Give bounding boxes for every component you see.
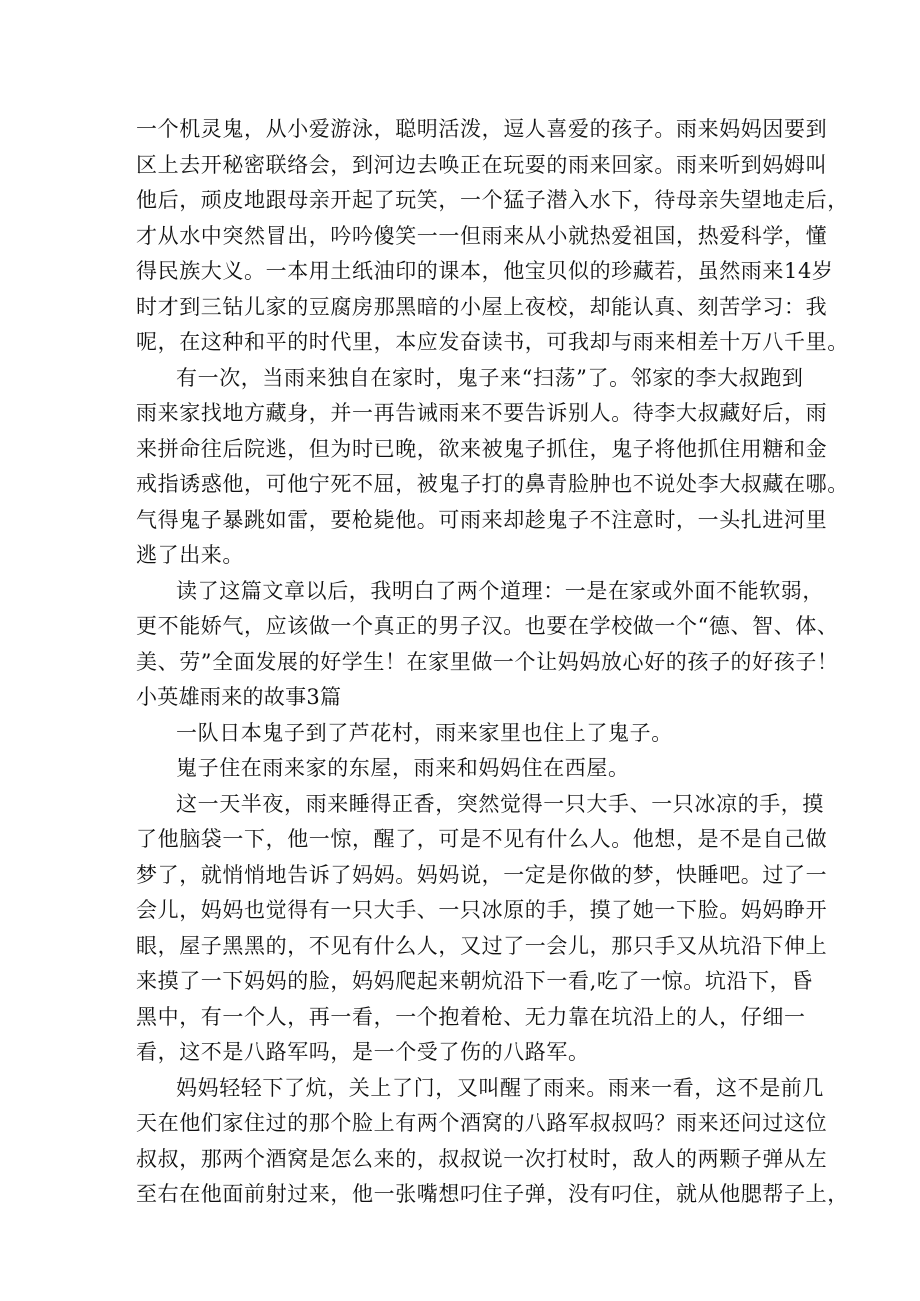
paragraph-start-line: 嵬子住在雨来家的东屋，雨来和妈妈住在西屋。 [176, 756, 630, 780]
text-line: 梦了，就悄悄地告诉了妈妈。妈妈说，一定是你做的梦，快睡吧。过了一 [136, 862, 828, 887]
text-line: 叔叔，那两个酒窝是怎么来的，叔叔说一次打杖时，敌人的两颗子弹从左 [136, 1146, 828, 1171]
text-line: 得民族大义。一本用土纸油印的课本，他宝贝似的珍藏若，虽然雨来14岁 [136, 259, 834, 283]
section-heading: 小英雄雨来的故事3篇 [136, 685, 342, 709]
text-line: 看，这不是八路军吗，是一个受了伤的八路军。 [136, 1040, 590, 1064]
text-line: 区上去开秘密联络会，到河边去唤正在玩耍的雨来回家。雨来听到妈姆叫 [136, 152, 828, 177]
paragraph-start-line: 读了这篇文章以后，我明白了两个道理：一是在家或外面不能软弱， [176, 578, 824, 603]
text-line: 来拼命往后院逃，但为时已晚，欲来被鬼子抓住，鬼子将他抓住用糖和金 [136, 436, 828, 461]
text-line: 时才到三钻儿家的豆腐房那黑暗的小屋上夜校，却能认真、刻苦学习：我 [136, 294, 828, 319]
text-line: 会儿，妈妈也觉得有一只大手、一只冰原的手，摸了她一下脸。妈妈睁开 [136, 898, 828, 922]
text-line: 至右在他面前射过来，他一张嘴想叼住子弹，没有叼住，就从他腮帮子上， [136, 1182, 849, 1206]
text-line: 戒指诱惑他，可他宁死不屈，被鬼子打的鼻青脸肿也不说处李大叔藏在哪。 [136, 472, 849, 496]
paragraph-start-line: 一队日本鬼子到了芦花村，雨来家里也住上了鬼子。 [176, 720, 673, 745]
text-line: 美、劳”全面发展的好学生！在家里做一个让妈妈放心好的孩子的好孩子！ [136, 649, 839, 674]
text-line: 黑中，有一个人，再一看，一个抱着枪、无力靠在坑沿上的人，仔细一 [136, 1004, 806, 1029]
text-line: 雨来家找地方藏身，并一再告诫雨来不要告诉别人。待李大叔藏好后，雨 [136, 401, 828, 425]
paragraph-start-line: 有一次，当雨来独自在家时，鬼子来“扫荡”了。邻家的李大叔跑到 [176, 365, 804, 390]
document-body [136, 112, 849, 1213]
text-line: 天在他们家住过的那个脸上有两个酒窝的八路军叔叔吗？雨来还问过这位 [136, 1111, 828, 1135]
text-line: 气得鬼子暴跳如雷，要枪毙他。可雨来却趁鬼子不注意时，一头扎进河里 [136, 507, 828, 532]
text-line: 逃了出来。 [136, 543, 244, 567]
text-line: 了他脑袋一下，他一惊，醒了，可是不见有什么人。他想，是不是自己做 [136, 827, 828, 851]
text-line: 一个机灵鬼，从小爱游泳，聪明活泼，逗人喜爱的孩子。雨来妈妈因要到 [136, 117, 828, 141]
text-line: 才从水中突然冒出，吟吟傻笑一一但雨来从小就热爱祖国，热爱科学，懂 [136, 223, 828, 248]
text-line: 眼，屋子黑黑的，不见有什么人，又过了一会儿，那只手又从坑沿下伸上 [136, 933, 828, 958]
text-line: 他后，顽皮地跟母亲开起了玩笑，一个猛子潜入水下，待母亲失望地走后， [136, 188, 849, 212]
text-line: 来摸了一下妈妈的脸，妈妈爬起来朝炕沿下一看,吃了一惊。坑沿下，昏 [136, 969, 813, 993]
text-line: 呢，在这种和平的时代里，本应发奋读书，可我却与雨来相差十万八千里。 [136, 330, 849, 354]
paragraph-start-line: 这一天半夜，雨来睡得正香，突然觉得一只大手、一只冰凉的手，摸 [176, 791, 824, 816]
text-line: 更不能娇气，应该做一个真正的男子汉。也要在学校做一个“德、智、体、 [136, 614, 839, 638]
paragraph-start-line: 妈妈轻轻下了炕，关上了门，又叫醒了雨来。雨来一看，这不是前几 [176, 1075, 824, 1100]
